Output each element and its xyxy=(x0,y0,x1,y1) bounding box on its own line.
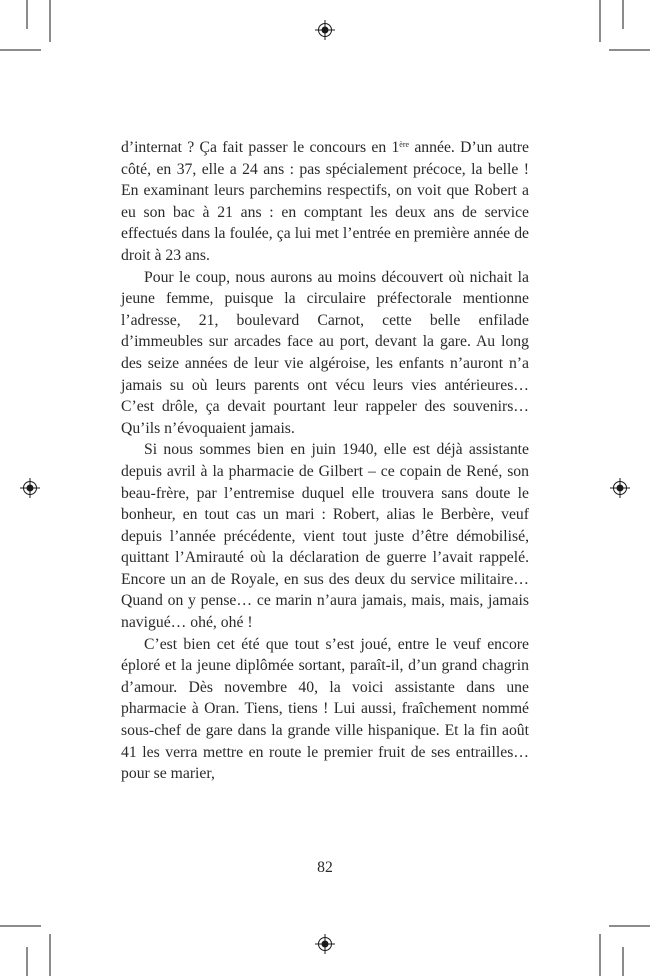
paragraph xyxy=(121,439,529,633)
paragraph xyxy=(121,137,529,267)
text-run: d’internat ? Ça fait passer le concours en 1 xyxy=(121,139,400,156)
page-number: 82 xyxy=(317,859,333,876)
text-run: Si nous sommes bien en juin 1940, elle est déjà assistante depuis avril à la pharmacie de Gilbert – ce copain de René, son beau-frère, par l’entremise duquel elle trouvera sans doute le bonheur, en tout cas un mari : Robert, alias le Berbère, veuf depuis l’année précédente, vient tout juste d’être démobilisé, quittant l’Amirauté où la déclaration de guerre l’avait rappelé. Encore un an de Royale, en sus des deux du service militaire… Quand on y pense… ce marin n’aura jamais, mais, mais, jamais navigué… ohé, ohé ! xyxy=(121,441,529,632)
paragraph xyxy=(121,634,529,785)
text-run: année. D’un autre côté, en 37, elle a 24 ans : pas spécialement précoce, la belle ! En examinant leurs parchemins respectifs, on voit que Robert a eu son bac à 21 ans : en comptant les deux ans de service effectués dans la foulée, ça lui met l’entrée en première année de droit à 23 ans. xyxy=(121,139,529,264)
registration-mark-icon xyxy=(315,20,335,40)
superscript: ère xyxy=(399,140,410,149)
registration-mark-icon xyxy=(315,934,335,954)
registration-mark-icon xyxy=(20,478,40,498)
text-run: C’est bien cet été que tout s’est joué, entre le veuf encore éploré et la jeune diplômée sortant, paraît-il, d’un grand chagrin d’amour. Dès novembre 40, la voici assistante dans une pharmacie à Oran. Tiens, tiens ! Lui aussi, fraîchement nommé sous-chef de gare dans la grande ville hispanique. Et la fin août 41 les verra mettre en route le premier fruit de ses entrailles… pour se marier, xyxy=(121,635,529,783)
text-run: Pour le coup, nous aurons au moins découvert où nichait la jeune femme, puisque la circulaire préfectorale mentionne l’adresse, 21, boulevard Carnot, cette belle enfilade d’immeubles sur arcades face au port, devant la gare. Au long des seize années de leur vie algéroise, les enfants n’auront n’a jamais su où leurs parents ont vécu leurs vies antérieures… C’est drôle, ça devait pourtant leur rappeler des souvenirs… Qu’ils n’évoquaient jamais. xyxy=(121,268,529,437)
page-body xyxy=(121,137,529,785)
paragraph xyxy=(121,267,529,440)
registration-mark-icon xyxy=(610,478,630,498)
